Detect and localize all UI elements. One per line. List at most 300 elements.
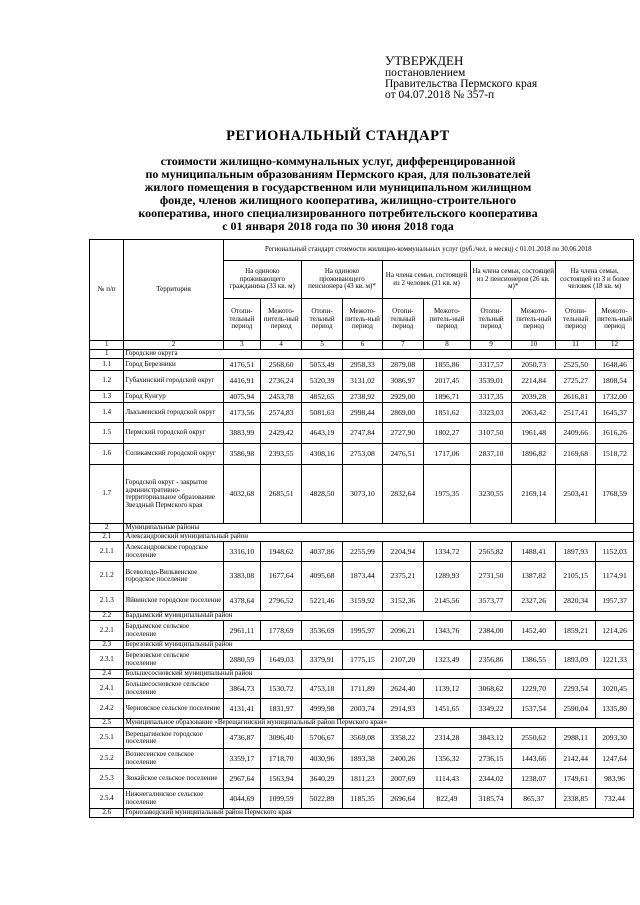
value-cell: 1961,48 [512, 423, 556, 444]
value-cell: 1855,86 [423, 359, 470, 371]
value-cell: 3073,10 [343, 465, 383, 524]
header-sub-interheating: Межото-питель-ный период [343, 299, 383, 341]
row-number: 2.1 [90, 533, 124, 542]
row-number: 1.6 [90, 444, 124, 465]
subtitle-line-2: по муниципальным образованиям Пермского края, для пользователей [145, 167, 531, 181]
col-number: 7 [382, 341, 423, 350]
value-cell: 1975,35 [423, 465, 470, 524]
value-cell: 4032,68 [223, 465, 261, 524]
value-cell: 3096,40 [261, 728, 302, 749]
value-cell: 3359,17 [223, 749, 261, 769]
header-sub-interheating: Межото-питель-ный период [512, 299, 556, 341]
table-row [90, 391, 634, 403]
value-cell: 4037,86 [302, 542, 343, 562]
value-cell: 3068,62 [471, 679, 512, 699]
value-cell: 1873,44 [343, 562, 383, 591]
value-cell: 2725,27 [556, 371, 596, 391]
table-row [90, 562, 634, 591]
value-cell: 5221,46 [302, 591, 343, 612]
row-number: 1.5 [90, 423, 124, 444]
value-cell: 2169,68 [556, 444, 596, 465]
value-cell: 1811,23 [343, 769, 383, 789]
value-cell: 3539,01 [471, 371, 512, 391]
value-cell: 4753,18 [302, 679, 343, 699]
table-row [90, 591, 634, 612]
header-group-pensioner: На одиноко проживающего пенсионера (43 кв. м)* [302, 261, 383, 299]
value-cell: 1711,89 [343, 679, 383, 699]
value-cell: 2409,66 [556, 423, 596, 444]
col-number: 4 [261, 341, 302, 350]
value-cell: 1649,03 [261, 650, 302, 670]
value-cell: 2096,21 [382, 621, 423, 641]
value-cell: 2050,73 [512, 359, 556, 371]
value-cell: 5081,63 [302, 403, 343, 423]
territory-name: Пермский городской округ [124, 423, 223, 444]
value-cell: 2568,60 [261, 359, 302, 371]
table-row [90, 621, 634, 641]
value-cell: 3086,97 [382, 371, 423, 391]
value-cell: 4999,98 [302, 699, 343, 719]
value-cell: 4030,96 [302, 749, 343, 769]
value-cell: 4075,94 [223, 391, 261, 403]
table-row [90, 728, 634, 749]
row-number: 2.5 [90, 719, 124, 728]
value-cell: 2879,08 [382, 359, 423, 371]
value-cell: 1677,64 [261, 562, 302, 591]
value-cell: 5053,49 [302, 359, 343, 371]
value-cell: 1229,70 [512, 679, 556, 699]
value-cell: 1851,62 [423, 403, 470, 423]
value-cell: 1020,45 [596, 679, 634, 699]
section-row [90, 809, 634, 818]
section-name: Горнозаводский муниципальный район Пермского края [124, 809, 634, 818]
value-cell: 1948,62 [261, 542, 302, 562]
column-number-row [90, 341, 634, 350]
value-cell: 2727,90 [382, 423, 423, 444]
value-cell: 2384,00 [471, 621, 512, 641]
table-row [90, 444, 634, 465]
header-group-single: На одиноко проживающего гражданина (33 кв. м) [223, 261, 302, 299]
header-sub-interheating: Межото-питель-ный период [423, 299, 470, 341]
col-number: 2 [124, 341, 223, 350]
value-cell: 1099,59 [261, 789, 302, 809]
subtitle-line-4: фонде, членов жилищного кооператива, жилищно-строительного [159, 193, 517, 207]
value-cell: 1518,72 [596, 444, 634, 465]
value-cell: 2107,20 [382, 650, 423, 670]
value-cell: 2142,44 [556, 749, 596, 769]
value-cell: 1893,38 [343, 749, 383, 769]
value-cell: 2517,41 [556, 403, 596, 423]
title-block [40, 128, 636, 233]
value-cell: 2093,30 [596, 728, 634, 749]
document-title: РЕГИОНАЛЬНЫЙ СТАНДАРТ [226, 128, 450, 144]
col-number: 12 [596, 341, 634, 350]
value-cell: 2731,50 [471, 562, 512, 591]
value-cell: 2738,92 [343, 391, 383, 403]
value-cell: 2105,15 [556, 562, 596, 591]
value-cell: 2453,78 [261, 391, 302, 403]
row-number: 2.2.1 [90, 621, 124, 641]
value-cell: 2988,11 [556, 728, 596, 749]
value-cell: 2998,44 [343, 403, 383, 423]
row-number: 2.1.3 [90, 591, 124, 612]
value-cell: 2696,64 [382, 789, 423, 809]
approval-block [385, 54, 635, 101]
section-row [90, 524, 634, 533]
value-cell: 1768,59 [596, 465, 634, 524]
section-name: Муниципальное образование «Верещагинский муниципальный район Пермского края» [124, 719, 634, 728]
header-territory: Территория [124, 240, 223, 341]
row-number: 1.2 [90, 371, 124, 391]
value-cell: 1995,97 [343, 621, 383, 641]
value-cell: 2375,21 [382, 562, 423, 591]
value-cell: 3185,74 [471, 789, 512, 809]
value-cell: 1893,09 [556, 650, 596, 670]
value-cell: 1452,40 [512, 621, 556, 641]
territory-name: Губахинский городской округ [124, 371, 223, 391]
col-number: 9 [471, 341, 512, 350]
value-cell: 2338,85 [556, 789, 596, 809]
approval-line-2: постановлением [385, 67, 466, 79]
value-cell: 1896,82 [512, 444, 556, 465]
table-row [90, 359, 634, 371]
value-cell: 1831,97 [261, 699, 302, 719]
subtitle-line-3: жилого помещения в государственном или муниципальном жилищном [144, 180, 532, 194]
row-number: 1 [90, 350, 124, 359]
value-cell: 2400,26 [382, 749, 423, 769]
value-cell: 2736,24 [261, 371, 302, 391]
value-cell: 2356,86 [471, 650, 512, 670]
table-row [90, 650, 634, 670]
table-row [90, 542, 634, 562]
value-cell: 2327,26 [512, 591, 556, 612]
section-row [90, 612, 634, 621]
section-name: Бардымский муниципальный район [124, 612, 634, 621]
value-cell: 4095,68 [302, 562, 343, 591]
value-cell: 1443,66 [512, 749, 556, 769]
header-sub-heating: Отопи-тельный период [302, 299, 343, 341]
value-cell: 1718,70 [261, 749, 302, 769]
value-cell: 1387,82 [512, 562, 556, 591]
value-cell: 865,37 [512, 789, 556, 809]
territory-name: Лысьвенский городской округ [124, 403, 223, 423]
territory-name: Городской округ - закрытое административно-территориальное образование Звездный Пермского края [124, 465, 223, 524]
value-cell: 2003,74 [343, 699, 383, 719]
table-row [90, 769, 634, 789]
value-cell: 1957,37 [596, 591, 634, 612]
territory-name: Зюкайское сельское поселение [124, 769, 223, 789]
value-cell: 3864,73 [223, 679, 261, 699]
table-row [90, 749, 634, 769]
value-cell: 2169,14 [512, 465, 556, 524]
section-row [90, 719, 634, 728]
header-sub-interheating: Межото-питель-ный период [261, 299, 302, 341]
value-cell: 1896,71 [423, 391, 470, 403]
value-cell: 4173,56 [223, 403, 261, 423]
value-cell: 2832,64 [382, 465, 423, 524]
table-row [90, 371, 634, 391]
value-cell: 3349,22 [471, 699, 512, 719]
subtitle-line-1: стоимости жилищно-коммунальных услуг, дифференцированной [160, 154, 516, 168]
value-cell: 1616,26 [596, 423, 634, 444]
value-cell: 3843,12 [471, 728, 512, 749]
col-number: 8 [423, 341, 470, 350]
table-row [90, 679, 634, 699]
value-cell: 1386,55 [512, 650, 556, 670]
value-cell: 822,49 [423, 789, 470, 809]
table-row [90, 465, 634, 524]
value-cell: 1451,65 [423, 699, 470, 719]
value-cell: 1717,06 [423, 444, 470, 465]
value-cell: 1749,61 [556, 769, 596, 789]
table-row [90, 699, 634, 719]
value-cell: 4416,91 [223, 371, 261, 391]
value-cell: 2429,42 [261, 423, 302, 444]
table-row [90, 789, 634, 809]
col-number: 6 [343, 341, 383, 350]
value-cell: 1648,46 [596, 359, 634, 371]
row-number: 1.3 [90, 391, 124, 403]
col-number: 11 [556, 341, 596, 350]
value-cell: 2961,11 [223, 621, 261, 641]
value-cell: 3152,36 [382, 591, 423, 612]
value-cell: 1289,93 [423, 562, 470, 591]
header-num: № п/п [90, 240, 124, 341]
value-cell: 3379,91 [302, 650, 343, 670]
value-cell: 3317,57 [471, 359, 512, 371]
value-cell: 3640,29 [302, 769, 343, 789]
value-cell: 1174,91 [596, 562, 634, 591]
table-row [90, 423, 634, 444]
value-cell: 3383,08 [223, 562, 261, 591]
section-row [90, 670, 634, 679]
territory-name: Александровское городское поселение [124, 542, 223, 562]
value-cell: 2293,54 [556, 679, 596, 699]
value-cell: 3317,35 [471, 391, 512, 403]
value-cell: 1488,41 [512, 542, 556, 562]
row-number: 2.2 [90, 612, 124, 621]
header-sub-heating: Отопи-тельный период [223, 299, 261, 341]
value-cell: 4828,50 [302, 465, 343, 524]
value-cell: 5706,67 [302, 728, 343, 749]
value-cell: 2503,41 [556, 465, 596, 524]
value-cell: 2255,99 [343, 542, 383, 562]
row-number: 2.5.2 [90, 749, 124, 769]
row-number: 2.1.2 [90, 562, 124, 591]
value-cell: 2736,15 [471, 749, 512, 769]
value-cell: 2063,42 [512, 403, 556, 423]
value-cell: 2314,28 [423, 728, 470, 749]
value-cell: 1645,37 [596, 403, 634, 423]
territory-name: Верещагинское городское поселение [124, 728, 223, 749]
approval-line-4: от 04.07.2018 № 357-п [385, 89, 495, 101]
value-cell: 1114,43 [423, 769, 470, 789]
section-row [90, 641, 634, 650]
row-number: 2.5.3 [90, 769, 124, 789]
value-cell: 2039,28 [512, 391, 556, 403]
section-name: Городские округа [124, 350, 634, 359]
row-number: 2.4.2 [90, 699, 124, 719]
value-cell: 4131,41 [223, 699, 261, 719]
territory-name: Большесосновское сельское поселение [124, 679, 223, 699]
value-cell: 1152,03 [596, 542, 634, 562]
approval-heading: УТВЕРЖДЕН [385, 53, 464, 68]
col-number: 10 [512, 341, 556, 350]
value-cell: 5022,89 [302, 789, 343, 809]
value-cell: 1775,15 [343, 650, 383, 670]
territory-name: Всеволодо-Вильвенское городское поселение [124, 562, 223, 591]
value-cell: 2796,52 [261, 591, 302, 612]
row-number: 1.7 [90, 465, 124, 524]
value-cell: 3883,99 [223, 423, 261, 444]
row-number: 2.3.1 [90, 650, 124, 670]
value-cell: 2685,51 [261, 465, 302, 524]
row-number: 2.3 [90, 641, 124, 650]
value-cell: 2204,94 [382, 542, 423, 562]
row-number: 2 [90, 524, 124, 533]
value-cell: 2880,59 [223, 650, 261, 670]
value-cell: 2616,81 [556, 391, 596, 403]
standard-table [89, 239, 634, 818]
row-number: 1.1 [90, 359, 124, 371]
value-cell: 2590,04 [556, 699, 596, 719]
value-cell: 3131,02 [343, 371, 383, 391]
value-cell: 2476,51 [382, 444, 423, 465]
value-cell: 1247,64 [596, 749, 634, 769]
value-cell: 2624,40 [382, 679, 423, 699]
header-group-family-2: На члена семьи, состоящей из 2 человек (21 кв. м) [382, 261, 470, 299]
value-cell: 2574,83 [261, 403, 302, 423]
row-number: 2.5.1 [90, 728, 124, 749]
value-cell: 2007,69 [382, 769, 423, 789]
value-cell: 1802,27 [423, 423, 470, 444]
value-cell: 1139,12 [423, 679, 470, 699]
section-name: Большесосновский муниципальный район [124, 670, 634, 679]
territory-name: Соликамский городской округ [124, 444, 223, 465]
header-sub-heating: Отопи-тельный период [382, 299, 423, 341]
row-number: 2.5.4 [90, 789, 124, 809]
value-cell: 2017,45 [423, 371, 470, 391]
value-cell: 1356,32 [423, 749, 470, 769]
value-cell: 2837,10 [471, 444, 512, 465]
row-number: 2.1.1 [90, 542, 124, 562]
value-cell: 2869,00 [382, 403, 423, 423]
value-cell: 4176,51 [223, 359, 261, 371]
row-number: 1.4 [90, 403, 124, 423]
value-cell: 1897,93 [556, 542, 596, 562]
value-cell: 3323,03 [471, 403, 512, 423]
table-row [90, 403, 634, 423]
territory-name: Вознесенское сельское поселение [124, 749, 223, 769]
value-cell: 2914,93 [382, 699, 423, 719]
section-row [90, 533, 634, 542]
value-cell: 5320,39 [302, 371, 343, 391]
value-cell: 1859,21 [556, 621, 596, 641]
value-cell: 3316,10 [223, 542, 261, 562]
value-cell: 4308,16 [302, 444, 343, 465]
subtitle-line-5: кооператива, иного специализированного потребительского кооператива [138, 206, 538, 220]
value-cell: 2344,02 [471, 769, 512, 789]
value-cell: 3159,92 [343, 591, 383, 612]
section-row [90, 350, 634, 359]
value-cell: 1323,49 [423, 650, 470, 670]
value-cell: 3573,77 [471, 591, 512, 612]
value-cell: 1214,26 [596, 621, 634, 641]
value-cell: 2550,62 [512, 728, 556, 749]
value-cell: 2820,34 [556, 591, 596, 612]
row-number: 2.6 [90, 809, 124, 818]
value-cell: 4852,65 [302, 391, 343, 403]
value-cell: 1530,72 [261, 679, 302, 699]
territory-name: Черновское сельское поселение [124, 699, 223, 719]
value-cell: 1185,35 [343, 789, 383, 809]
value-cell: 1221,33 [596, 650, 634, 670]
value-cell: 1334,72 [423, 542, 470, 562]
value-cell: 3358,22 [382, 728, 423, 749]
value-cell: 4044,69 [223, 789, 261, 809]
value-cell: 2929,00 [382, 391, 423, 403]
value-cell: 2214,84 [512, 371, 556, 391]
value-cell: 4736,87 [223, 728, 261, 749]
value-cell: 2145,56 [423, 591, 470, 612]
value-cell: 1732,00 [596, 391, 634, 403]
value-cell: 1537,54 [512, 699, 556, 719]
header-sub-heating: Отопи-тельный период [556, 299, 596, 341]
value-cell: 1335,80 [596, 699, 634, 719]
value-cell: 4378,64 [223, 591, 261, 612]
value-cell: 1343,76 [423, 621, 470, 641]
value-cell: 2753,08 [343, 444, 383, 465]
value-cell: 1563,94 [261, 769, 302, 789]
value-cell: 2967,64 [223, 769, 261, 789]
row-number: 2.4 [90, 670, 124, 679]
row-number: 2.4.1 [90, 679, 124, 699]
value-cell: 3107,50 [471, 423, 512, 444]
value-cell: 2747,84 [343, 423, 383, 444]
value-cell: 983,96 [596, 769, 634, 789]
value-cell: 3569,08 [343, 728, 383, 749]
value-cell: 1238,07 [512, 769, 556, 789]
col-number: 5 [302, 341, 343, 350]
value-cell: 732,44 [596, 789, 634, 809]
territory-name: Яйвинское городское поселение [124, 591, 223, 612]
section-name: Муниципальные районы [124, 524, 634, 533]
value-cell: 4643,19 [302, 423, 343, 444]
approval-line-3: Правительства Пермского края [385, 78, 538, 90]
territory-name: Город Кунгур [124, 391, 223, 403]
value-cell: 2565,82 [471, 542, 512, 562]
col-number: 1 [90, 341, 124, 350]
value-cell: 1778,69 [261, 621, 302, 641]
value-cell: 2958,33 [343, 359, 383, 371]
value-cell: 2393,55 [261, 444, 302, 465]
col-number: 3 [223, 341, 261, 350]
header-group-pensioners-2: На члена семьи, состоящей из 2 пенсионеров (26 кв. м)* [471, 261, 556, 299]
territory-name: Нижнегалинское сельское поселение [124, 789, 223, 809]
value-cell: 2525,50 [556, 359, 596, 371]
header-sub-interheating: Межото-питель-ный период [596, 299, 634, 341]
table-body [90, 350, 634, 818]
section-name: Александровский муниципальный район [124, 533, 634, 542]
header-top-group: Региональный стандарт стоимости жилищно-коммунальных услуг (руб./чел. в месяц) с 01.01.2018 по 30.06.2018 [223, 240, 633, 261]
value-cell: 3586,98 [223, 444, 261, 465]
value-cell: 3536,69 [302, 621, 343, 641]
territory-name: Березовское сельское поселение [124, 650, 223, 670]
territory-name: Город Березники [124, 359, 223, 371]
subtitle-line-6: с 01 января 2018 года по 30 июня 2018 года [222, 219, 454, 233]
value-cell: 3230,55 [471, 465, 512, 524]
territory-name: Бардымское сельское поселение [124, 621, 223, 641]
